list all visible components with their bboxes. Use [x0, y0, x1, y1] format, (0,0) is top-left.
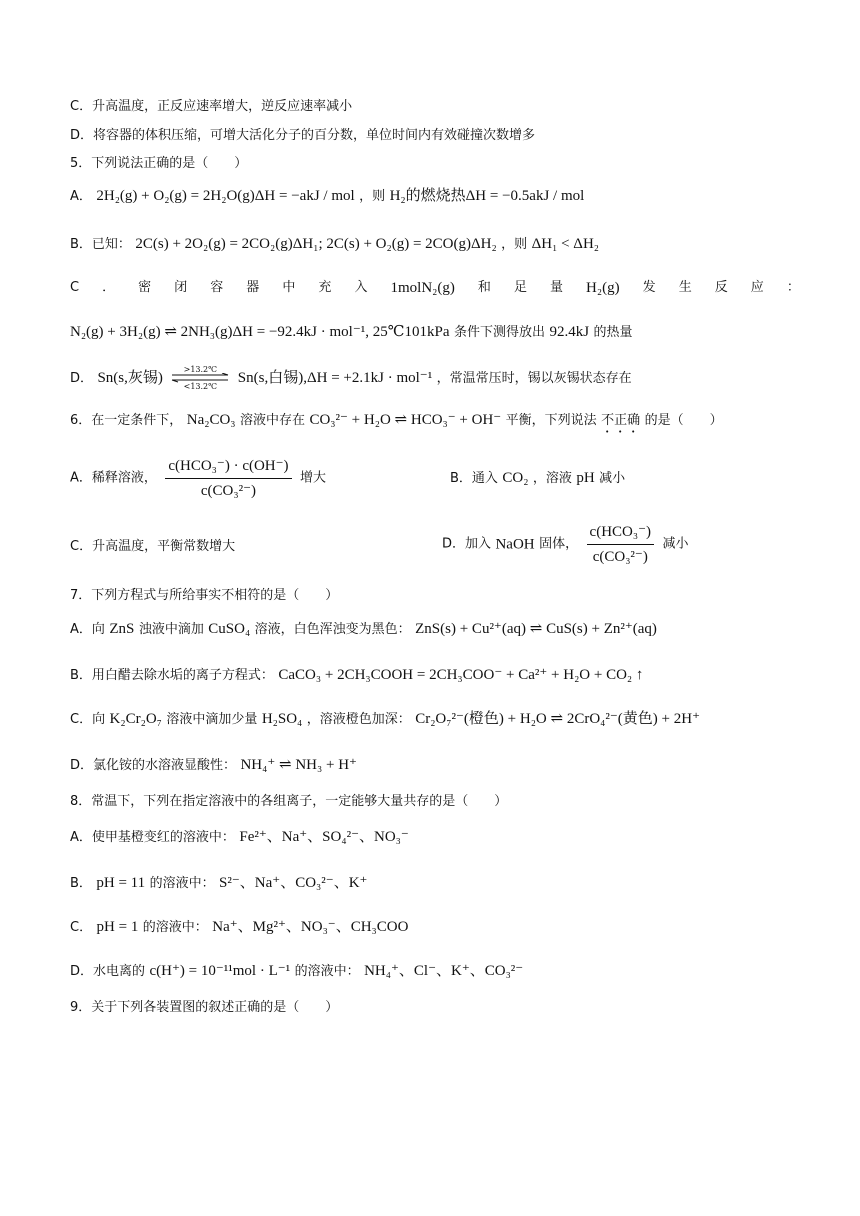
q5c-token: 入	[354, 280, 368, 295]
q5c-token: ．	[102, 280, 116, 295]
fraction	[587, 522, 654, 567]
q6-option-d	[442, 522, 688, 567]
text: 浊液中滴加	[138, 622, 204, 637]
equation: CO₃²⁻ + H₂O ⇌ HCO₃⁻ + OH⁻	[309, 412, 502, 428]
q8-option-c	[70, 917, 800, 938]
ions: Fe²⁺、Na⁺、SO₄²⁻、NO₃⁻	[239, 829, 409, 845]
equation: N₂(g) + 3H₂(g) ⇌ 2NH₃(g)ΔH = −92.4kJ · mol⁻¹, 25℃101kPa	[70, 324, 450, 340]
q5c-token: 生	[678, 280, 692, 295]
q5c-token: H₂(g)	[586, 280, 620, 296]
equation-left: Sn(s,灰锡)	[97, 370, 163, 386]
label: B．用白醋去除水垢的离子方程式：	[70, 668, 274, 683]
equation: 2H₂(g) + O₂(g) = 2H₂O(g)ΔH = −akJ / mol	[96, 188, 355, 204]
q7-option-c	[70, 709, 800, 730]
text: ，常温常压时，锡以灰锡状态存在	[436, 371, 632, 386]
q5-option-a	[70, 186, 800, 207]
denominator: c(CO₃²⁻)	[200, 483, 257, 499]
denominator: c(CO₃²⁻)	[592, 549, 648, 565]
text: 溶液中滴加少量	[166, 712, 258, 727]
q5c-token: 闭	[174, 280, 188, 295]
q5c-token: 足	[513, 280, 527, 295]
text: ，则	[501, 237, 528, 252]
label: A．稀释溶液，	[70, 470, 157, 486]
q7-option-a	[70, 619, 800, 640]
q5c-token: 器	[246, 280, 260, 295]
q7-option-d	[70, 755, 800, 776]
formula: Na₂CO₃	[186, 412, 236, 428]
arrow-bottom-label: <13.2℃	[183, 382, 218, 391]
numerator: c(HCO₃⁻)	[587, 522, 654, 545]
option-5c-prev: C．升高温度，正反应速率增大，逆反应速率减小	[70, 99, 353, 114]
question-5-stem: 5．下列说法正确的是（ ）	[70, 156, 248, 171]
q5c-token: 发	[642, 280, 656, 295]
text: ，溶液	[532, 471, 572, 486]
equation: CaCO₃ + 2CH₃COOH = 2CH₃COO⁻ + Ca²⁺ + H₂O + CO₂ ↑	[278, 667, 644, 683]
label: D．加入	[442, 536, 492, 552]
fraction	[165, 456, 291, 501]
question-9-stem: 9．关于下列各装置图的叙述正确的是（ ）	[70, 1000, 339, 1015]
q5-option-c-line1	[70, 278, 800, 298]
formula: NaOH	[495, 536, 535, 553]
ions: S²⁻、Na⁺、CO₃²⁻、K⁺	[219, 875, 368, 891]
label: A．	[70, 189, 92, 204]
q5c-token: 1molN₂(g)	[390, 280, 455, 296]
q6-options-ab	[70, 456, 800, 506]
q5-option-d	[70, 365, 800, 391]
label: A．向	[70, 622, 105, 637]
q5c-token: 容	[210, 280, 224, 295]
text: 溶液中存在	[239, 413, 305, 428]
text-2: ，溶液橙色加深：	[306, 712, 411, 727]
label: B．	[70, 876, 92, 891]
text: C．升高温度，平衡常数增大	[70, 539, 236, 554]
ions: Na⁺、Mg²⁺、NO₃⁻、CH₃COO	[212, 919, 409, 935]
text: 条件下测得放出	[453, 325, 545, 340]
q5c-token: 充	[318, 280, 332, 295]
text: 的溶液中：	[149, 876, 215, 891]
q6-options-cd	[70, 522, 800, 572]
text: 的溶液中：	[142, 920, 208, 935]
q7-option-b	[70, 665, 800, 686]
equation: Cr₂O₇²⁻(橙色) + H₂O ⇌ 2CrO₄²⁻(黄色) + 2H⁺	[415, 711, 700, 727]
q6-option-b	[450, 468, 625, 489]
text-2: 的热量	[593, 325, 633, 340]
q8-option-a	[70, 827, 800, 848]
condition: pH = 11	[96, 875, 146, 891]
question-8-stem: 8．常温下，下列在指定溶液中的各组离子，一定能够大量共存的是（ ）	[70, 794, 508, 809]
q8-option-b	[70, 873, 800, 894]
q5c-token: 反	[714, 280, 728, 295]
formula-2: H₂SO₄	[261, 711, 303, 727]
label: C．向	[70, 712, 106, 727]
equilibrium-arrow	[170, 365, 230, 391]
emphasis: 不正确	[601, 413, 641, 428]
spread-row	[70, 278, 800, 298]
formula: CO₂	[502, 470, 529, 486]
tail: 减小	[662, 536, 689, 552]
label: C．	[70, 920, 93, 935]
tail: 增大	[300, 470, 327, 486]
label: A．使甲基橙变红的溶液中：	[70, 830, 235, 845]
equation-2: ΔH₁ < ΔH₂	[531, 236, 600, 252]
equation: ZnS(s) + Cu²⁺(aq) ⇌ CuS(s) + Zn²⁺(aq)	[415, 621, 657, 637]
formula: K₂Cr₂O₇	[109, 711, 162, 727]
q5c-token: 应	[750, 280, 764, 295]
text-3: 的是（ ）	[644, 413, 723, 428]
arrow-top-label: >13.2℃	[183, 365, 218, 374]
label: B．已知：	[70, 237, 131, 252]
text: 固体，	[539, 536, 579, 552]
q8-option-d	[70, 961, 800, 982]
ions: NH₄⁺、Cl⁻、K⁺、CO₃²⁻	[364, 963, 524, 979]
question-6-stem	[70, 410, 800, 436]
q5c-token: C	[70, 280, 80, 295]
option-5d-prev: D．将容器的体积压缩，可增大活化分子的百分数，单位时间内有效碰撞次数增多	[70, 128, 536, 143]
equation: NH₄⁺ ⇌ NH₃ + H⁺	[240, 757, 357, 773]
value: 92.4kJ	[549, 324, 590, 340]
q5-option-b	[70, 234, 800, 255]
text: ，则	[359, 189, 386, 204]
q5-option-c-line2	[70, 322, 800, 343]
q6-option-a	[70, 456, 326, 501]
text: 的溶液中：	[294, 964, 360, 979]
formula-2: CuSO₄	[208, 621, 251, 637]
label: D．	[70, 371, 94, 386]
numerator: c(HCO₃⁻) · c(OH⁻)	[165, 456, 291, 479]
q5c-token: 密	[138, 280, 152, 295]
text-2: 平衡，下列说法	[505, 413, 597, 428]
q5c-token: 中	[282, 280, 296, 295]
formula-2: pH	[576, 470, 595, 486]
equation: 2C(s) + 2O₂(g) = 2CO₂(g)ΔH₁; 2C(s) + O₂(g) = 2CO(g)ΔH₂	[135, 236, 497, 252]
text-2: 减小	[599, 471, 626, 486]
prefix: 6．在一定条件下，	[70, 413, 183, 428]
condition: pH = 1	[96, 919, 139, 935]
label: D．氯化铵的水溶液显酸性：	[70, 758, 237, 773]
formula: ZnS	[109, 621, 135, 637]
text-2: 溶液，白色浑浊变为黑色：	[254, 622, 411, 637]
condition: c(H⁺) = 10⁻¹¹mol · L⁻¹	[149, 963, 291, 979]
q5c-token: ：	[786, 280, 800, 295]
equation-2: H₂的燃烧热ΔH = −0.5akJ / mol	[389, 188, 585, 204]
equation-right: Sn(s,白锡),ΔH = +2.1kJ · mol⁻¹	[237, 370, 433, 386]
q5c-token: 量	[550, 280, 564, 295]
question-7-stem: 7．下列方程式与所给事实不相符的是（ ）	[70, 588, 339, 603]
q5c-token: 和	[477, 280, 491, 295]
q6-option-c	[70, 536, 235, 557]
label: D．水电离的	[70, 964, 146, 979]
label: B．通入	[450, 471, 498, 486]
